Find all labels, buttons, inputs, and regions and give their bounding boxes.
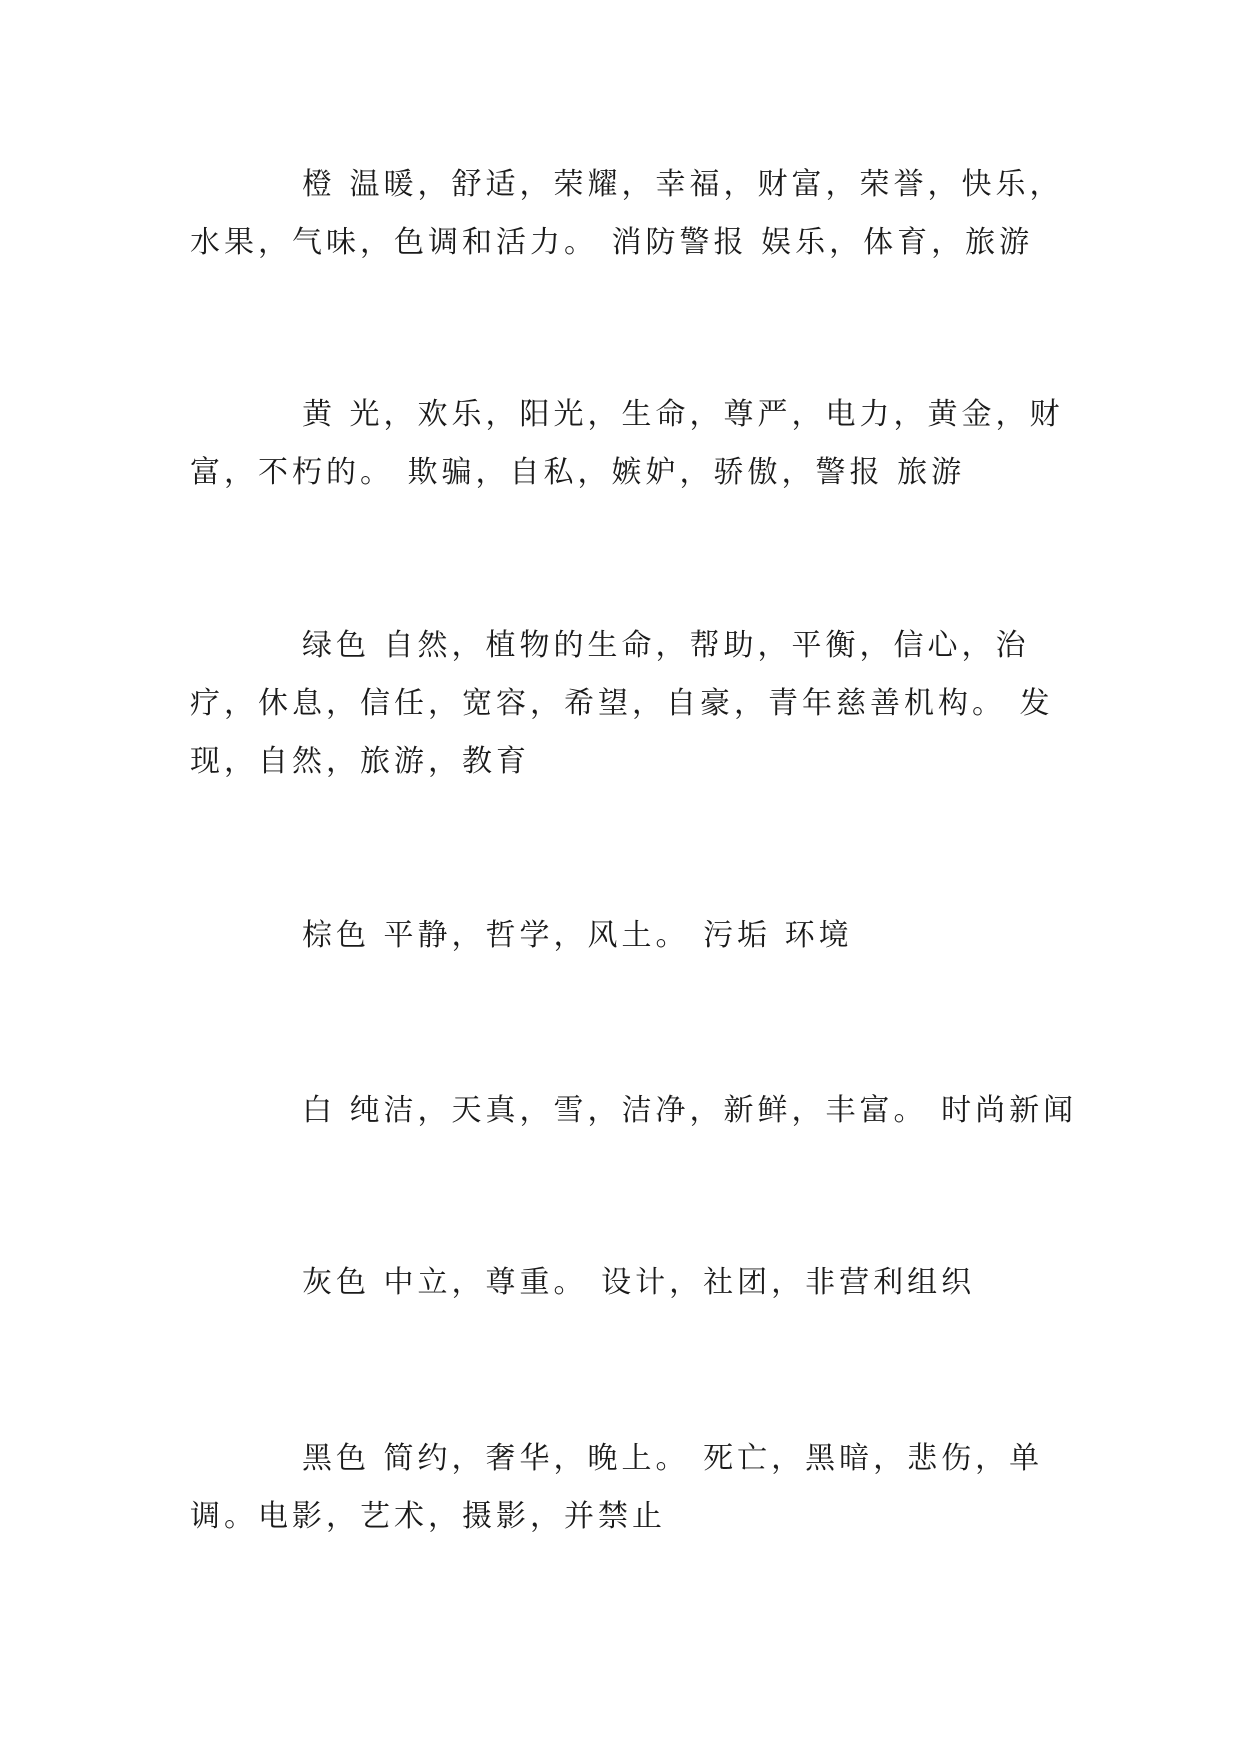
- paragraph-orange: 橙 温暖，舒适，荣耀，幸福，财富，荣誉，快乐，水果，气味，色调和活力。 消防警报 娱乐，体育，旅游: [190, 167, 1064, 260]
- paragraph-black: 黑色 简约，奢华，晚上。 死亡，黑暗，悲伤，单调。电影，艺术，摄影，并禁止: [190, 1441, 1044, 1534]
- paragraph-yellow: 黄 光，欢乐，阳光，生命，尊严，电力，黄金，财富，不朽的。 欺骗，自私，嫉妒，骄傲，警报 旅游: [190, 397, 1064, 490]
- paragraph-brown: 棕色 平静，哲学，风土。 污垢 环境: [302, 918, 853, 953]
- paragraph-green: 绿色 自然，植物的生命，帮助，平衡，信心，治疗，休息，信任，宽容，希望，自豪，青年慈善机构。 发现，自然，旅游，教育: [190, 628, 1054, 779]
- paragraph-white: 白 纯洁，天真，雪，洁净，新鲜，丰富。 时尚新闻: [302, 1093, 1078, 1128]
- paragraph-gray: 灰色 中立，尊重。 设计，社团，非营利组织: [302, 1265, 976, 1300]
